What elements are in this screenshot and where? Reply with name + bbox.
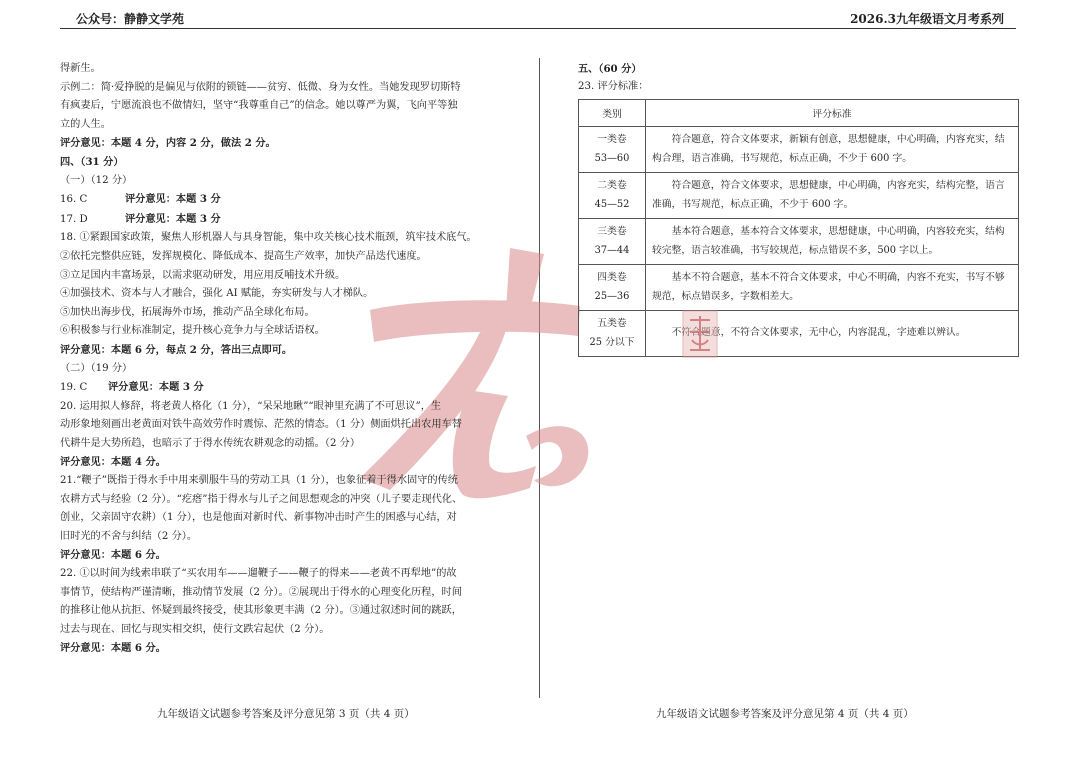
grade-category (579, 127, 646, 173)
answer-18-point-6: ⑥积极参与行业标准制定，提升核心竞争力与全球话语权。 (60, 325, 325, 337)
answer-22-line-2: 事情节，使结构严谨清晰，推动情节发展（2 分）。②展现出于得水的心理变化历程，时间 (60, 586, 462, 598)
answer-17-text: 17. D (60, 213, 88, 225)
table-row (579, 265, 1019, 311)
answer-18-point-5: ⑤加快出海步伐，拓展海外市场，推动产品全球化布局。 (60, 306, 315, 318)
answer-20-line-1: 20. 运用拟人修辞，将老黄人格化（1 分），“呆呆地瞅”“眼神里充满了不可思议”，生 (60, 400, 442, 412)
grade-score-range: 25 分以下 (589, 336, 635, 348)
grade-name: 四类卷 (597, 272, 627, 283)
grade-score-range: 53—60 (594, 152, 630, 164)
scoring-note: 评分意见：本题 4 分，内容 2 分，做法 2 分。 (60, 137, 276, 150)
answer-17-scoring: 评分意见：本题 3 分 (125, 212, 221, 225)
answer-21-line-4: 旧时光的不舍与纠结（2 分）。 (60, 530, 198, 542)
grade-standard: 基本符合题意，基本符合文体要求，思想健康，中心明确，内容较充实，结构较完整，语言较准确，书写较规范，标点错误不多，500 字以上。 (646, 219, 1019, 265)
grade-name: 二类卷 (597, 180, 627, 191)
answer-19 (60, 378, 505, 398)
scoring-note: 评分意见：本题 6 分。 (60, 549, 166, 562)
answer-19-scoring: 评分意见：本题 3 分 (108, 381, 204, 394)
scoring-note: 评分意见：本题 4 分。 (60, 456, 166, 469)
answer-18-point-4: ④加强技术、资本与人才融合，强化 AI 赋能，夯实研发与人才梯队。 (60, 288, 374, 300)
table-row (579, 173, 1019, 219)
footer-page-4: 九年级语文试题参考答案及评分意见第 4 页（共 4 页） (656, 708, 914, 720)
answer-19-text: 19. C (60, 382, 88, 394)
question-23-label: 23. 评分标准： (578, 81, 649, 92)
grade-category (579, 173, 646, 219)
column-header-category: 类别 (579, 100, 646, 127)
table-row (579, 311, 1019, 357)
grade-score-range: 45—52 (594, 198, 630, 210)
answer-page-4 (578, 60, 1020, 357)
answer-22-line-1: 22. ①以时间为线索串联了“买农用车——遛鞭子——鞭子的得来——老黄不再犁地”的故 (60, 568, 457, 580)
scoring-note: 评分意见：本题 6 分，每点 2 分，答出三点即可。 (60, 343, 293, 356)
scoring-note: 评分意见：本题 6 分。 (60, 642, 166, 655)
essay-example-2-line-2: 有疯妻后，宁愿流浪也不做情妇，坚守“我尊重自己”的信念。她以尊严为翼，飞向平等独 (60, 100, 458, 112)
column-header-standard: 评分标准 (646, 100, 1019, 127)
footer-page-3: 九年级语文试题参考答案及评分意见第 3 页（共 4 页） (157, 708, 415, 720)
grade-standard: 符合题意，符合文体要求，新颖有创意，思想健康，中心明确，内容充实，结构合理，语言准确，书写规范，标点正确，不少于 600 字。 (646, 127, 1019, 173)
answer-16-scoring: 评分意见：本题 3 分 (125, 193, 221, 206)
table-header-row (579, 100, 1019, 127)
essay-grading-table (578, 99, 1019, 357)
answer-17 (60, 210, 505, 230)
answer-18-point-3: ③立足国内丰富场景，以需求驱动研发，用应用反哺技术升级。 (60, 269, 346, 281)
essay-example-continued: 得新生。 (60, 63, 101, 74)
answer-18-point-1: 18. ①紧跟国家政策，聚焦人形机器人与具身智能，集中攻关核心技术瓶颈，筑牢技术底气。 (60, 232, 477, 244)
answer-page-3 (60, 60, 505, 658)
answer-20-line-2: 动形象地刻画出老黄面对铁牛高效劳作时震惊、茫然的情态。（1 分）侧面烘托出农用车替 (60, 419, 462, 431)
header-series-title: 2026.3九年级语文月考系列 (850, 12, 1004, 26)
section-5-heading: 五、（60 分） (578, 63, 642, 75)
grade-score-range: 25—36 (594, 290, 630, 302)
grade-standard: 不符合题意，不符合文体要求，无中心，内容混乱，字迹难以辨认。 (646, 311, 1019, 357)
grade-category (579, 265, 646, 311)
grade-score-range: 37—44 (594, 244, 630, 256)
answer-21-line-1: 21.“鞭子”既指于得水手中用来驯服牛马的劳动工具（1 分），也象征着于得水固守的传统 (60, 475, 458, 487)
header-rule (60, 28, 1016, 29)
grade-category (579, 311, 646, 357)
header-publisher: 公众号：静静文学苑 (76, 12, 185, 26)
answer-16-text: 16. C (60, 194, 88, 206)
grade-name: 三类卷 (597, 226, 627, 237)
part-1-heading: （一）（12 分） (60, 174, 133, 186)
grade-standard: 基本不符合题意，基本不符合文体要求，中心不明确，内容不充实，书写不够规范，标点错误多，字数相差大。 (646, 265, 1019, 311)
table-row (579, 219, 1019, 265)
grade-standard: 符合题意，符合文体要求，思想健康，中心明确，内容充实，结构完整，语言准确，书写规范，标点正确，不少于 600 字。 (646, 173, 1019, 219)
section-4-heading: 四、（31 分） (60, 155, 124, 168)
grade-category (579, 219, 646, 265)
table-row (579, 127, 1019, 173)
part-2-heading: （二）（19 分） (60, 362, 133, 374)
answer-16 (60, 190, 505, 210)
answer-22-line-3: 的推移让他从抗拒、怀疑到最终接受，使其形象更丰满（2 分）。③通过叙述时间的跳跃， (60, 605, 462, 617)
seal-stamp-icon (682, 310, 718, 358)
answer-21-line-2: 农耕方式与经验（2 分）。“疙瘩”指于得水与儿子之间思想观念的冲突（儿子要走现代化、 (60, 493, 463, 505)
answer-21-line-3: 创业，父亲固守农耕）（1 分），也是他面对新时代、新事物冲击时产生的困惑与心结，对 (60, 512, 457, 524)
grade-name: 一类卷 (597, 134, 627, 145)
essay-example-2-line-3: 立的人生。 (60, 118, 111, 130)
answer-22-line-4: 过去与现在、回忆与现实相交织，使行文跌宕起伏（2 分）。 (60, 623, 330, 635)
answer-18-point-2: ②依托完整供应链，发挥规模化、降低成本、提高生产效率，加快产品迭代速度。 (60, 250, 427, 262)
grade-name: 五类卷 (597, 318, 627, 329)
answer-20-line-3: 代耕牛是大势所趋，也暗示了于得水传统农耕观念的动摇。（2 分） (60, 437, 361, 449)
essay-example-2-line-1: 示例二：简·爱挣脱的是偏见与依附的锁链——贫穷、低微、身为女性。当她发现罗切斯特 (60, 81, 461, 93)
